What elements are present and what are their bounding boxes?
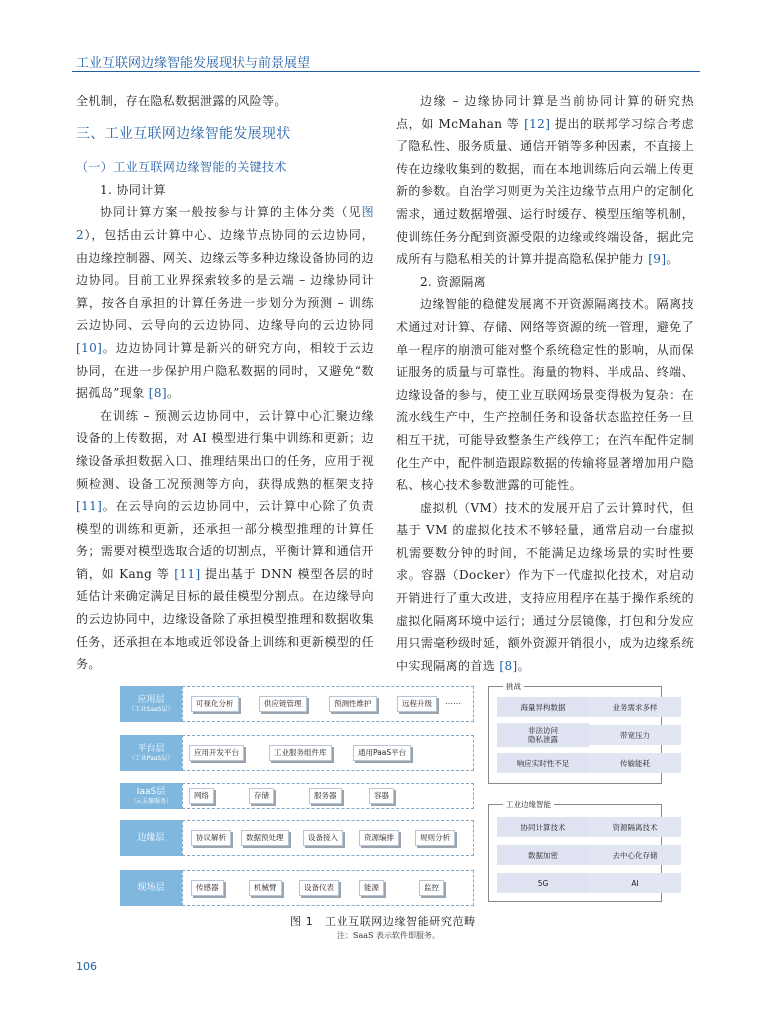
- layer-item: 工业服务组件库: [269, 745, 332, 761]
- edge-intelligence-panel: [488, 800, 662, 902]
- layer-box-iaas: [182, 783, 474, 809]
- paragraph-isolation: 边缘智能的稳健发展离不开资源隔离技术。隔离技术通过对计算、存储、网络等资源的统一管理，避免了单一程序的崩溃可能对整个系统稳定性的影响，从而保证服务的质量与可靠性。海量的物料、半成品、终端、边缘设备的参与，使工业互联网场景变得极为复杂：在流水线生产中，生产控制任务和设备状态监控任务一旦相互干扰，可能导致整条生产线停工；在汽车配件定制化生产中，配件制造跟踪数据的传输将显著增加用户隐私、核心技术参数泄露的可能性。: [396, 297, 694, 493]
- layer-item: 应用开发平台: [189, 745, 244, 761]
- layer-label-iaas: IaaS层 （云支撑服务）: [120, 783, 182, 809]
- challenges-title: 挑战: [503, 681, 524, 692]
- figure-link[interactable]: 图 2: [76, 205, 374, 242]
- layer-item: 预测性维护: [329, 696, 377, 712]
- tech-cell: 协同计算技术: [497, 817, 589, 837]
- right-column: [396, 90, 694, 677]
- layer-item: 设备仪表: [299, 880, 339, 896]
- challenge-cell: 海量异构数据: [497, 697, 589, 717]
- challenge-cell: 带宽压力: [589, 725, 681, 745]
- figure-note: 注：SaaS 表示软件即服务。: [337, 931, 441, 940]
- tech-cell: AI: [589, 873, 681, 893]
- layer-item: 数据预处理: [241, 830, 289, 846]
- tech-cell: 资源隔离技术: [589, 817, 681, 837]
- citation-link[interactable]: [11]: [174, 566, 201, 581]
- layer-label-field: 现场层: [120, 870, 182, 906]
- layer-label-edge: 边缘层: [120, 820, 182, 856]
- layer-item: 监控: [419, 880, 444, 896]
- layer-item: 能源: [359, 880, 384, 896]
- layer-item: 机械臂: [249, 880, 282, 896]
- subsubsection-heading-isolation: 2. 资源隔离: [420, 274, 487, 289]
- layer-item: 规则分析: [415, 830, 455, 846]
- more-ellipsis: ……: [445, 697, 461, 706]
- layer-box-platform: [182, 735, 474, 771]
- layer-item: 网络: [189, 788, 214, 804]
- page-number: 106: [76, 960, 97, 973]
- citation-link[interactable]: [8]: [499, 658, 518, 673]
- citation-link[interactable]: [9]: [648, 252, 667, 267]
- layer-label-platform: 平台层 （工业PaaS层）: [120, 735, 182, 771]
- layer-item: 资源编排: [359, 830, 399, 846]
- tech-cell: 去中心化存储: [589, 845, 681, 865]
- citation-link[interactable]: [11]: [76, 499, 103, 514]
- layer-item: 传感器: [191, 880, 224, 896]
- paragraph-continuation: 全机制，存在隐私数据泄露的风险等。: [76, 94, 287, 108]
- challenge-cell: 非法访问 隐私泄露: [497, 723, 589, 747]
- citation-link[interactable]: [10]: [76, 340, 103, 355]
- header-rule: [72, 71, 700, 72]
- left-column: [76, 90, 374, 676]
- layer-item: 可视化分析: [191, 696, 239, 712]
- citation-link[interactable]: [8]: [148, 386, 167, 401]
- tech-cell: 数据加密: [497, 845, 589, 865]
- running-header: 工业互联网边缘智能发展现状与前景展望: [76, 56, 311, 71]
- layer-item: 设备接入: [303, 830, 343, 846]
- figure-caption: 图 1 工业互联网边缘智能研究范畴: [290, 915, 476, 928]
- section-heading: 三、工业互联网边缘智能发展现状: [76, 125, 291, 142]
- edge-intelligence-title: 工业边缘智能: [503, 799, 554, 810]
- layer-item: 供应链管理: [259, 696, 307, 712]
- subsubsection-heading-collab: 1. 协同计算: [100, 182, 167, 197]
- subsection-heading: （一）工业互联网边缘智能的关键技术: [76, 160, 287, 175]
- challenge-cell: 响应实时性不足: [497, 753, 589, 773]
- paragraph-edge-edge: 边缘 – 边缘协同计算是当前协同计算的研究热点，如 McMahan 等 [12] 提出的联邦学习综合考虑了隐私性、服务质量、通信开销等多种因素，不直接上传在边缘收集到的数据，而在本地训练后向云端上传更新的参数。自治学习则更为关注边缘节点用户的定制化需求，通过数据增强、运行时缓存、模型压缩等机制，使训练任务分配到资源受限的边缘或终端设备，据此完成所有与隐私相关的计算并提高隐私保护能力 [9]。: [396, 94, 694, 267]
- challenge-cell: 传输能耗: [589, 753, 681, 773]
- figure-edge-intelligence-scope: [120, 680, 660, 910]
- paragraph-cloud-edge: 在训练 – 预测云边协同中，云计算中心汇聚边缘设备的上传数据，对 AI 模型进行集中训练和更新；边缘设备承担数据入口、推理结果出口的任务，应用于视频检测、设备工况预测等方向，获得成熟的框架支持 [11]。在云导向的云边协同中，云计算中心除了负责模型的训练和更新，还承担一部分模型推理的计算任务；需要对模型选取合适的切割点，平衡计算和通信开销，如 Kang 等 [11] 提出基于 DNN 模型各层的时延估计来确定满足目标的最佳模型分割点。在边缘导向的云边协同中，边缘设备除了承担模型推理和数据收集任务，还承担在本地或近邻设备上训练和更新模型的任务。: [76, 408, 374, 672]
- layer-box-application: [182, 686, 474, 722]
- paragraph-collab-intro: 协同计算方案一般按参与计算的主体分类（见图 2），包括由云计算中心、边缘节点协同的云边协同，由边缘控制器、网关、边缘云等多种边缘设备协同的边边协同。目前工业界探索较多的是云端 – 边缘协同计算，按各自承担的计算任务进一步划分为预测 – 训练云边协同、云导向的云边协同、边缘导向的云边协同 [10]。边边协同计算是新兴的研究方向，相较于云边协同，在进一步保护用户隐私数据的同时，又避免“数据孤岛”现象 [8]。: [76, 205, 374, 401]
- layer-box-edge: [182, 820, 474, 856]
- citation-link[interactable]: [12]: [524, 116, 551, 131]
- paragraph-vm-docker: 虚拟机（VM）技术的发展开启了云计算时代，但基于 VM 的虚拟化技术不够轻量，通常启动一台虚拟机需要数分钟的时间，不能满足边缘场景的实时性要求。容器（Docker）作为下一代虚拟化技术，对启动开销进行了重大改进，支持应用程序在基于操作系统的虚拟化隔离环境中运行；通过分层镜像，打包和分发应用只需毫秒级时延，额外资源开销很小，成为边缘系统中实现隔离的首选 [8]。: [396, 500, 694, 673]
- challenge-cell: 业务需求多样: [589, 697, 681, 717]
- layer-item: 服务器: [309, 788, 342, 804]
- layer-item: 容器: [369, 788, 394, 804]
- layer-label-application: 应用层 （工业SaaS层）: [120, 686, 182, 722]
- layer-item: 协议解析: [191, 830, 231, 846]
- tech-cell: 5G: [497, 873, 589, 893]
- layer-box-field: [182, 870, 474, 906]
- layer-item: 远程升级: [397, 696, 437, 712]
- layer-item: 存储: [249, 788, 274, 804]
- layer-item: 通用PaaS平台: [353, 745, 411, 761]
- challenges-panel: [488, 682, 662, 784]
